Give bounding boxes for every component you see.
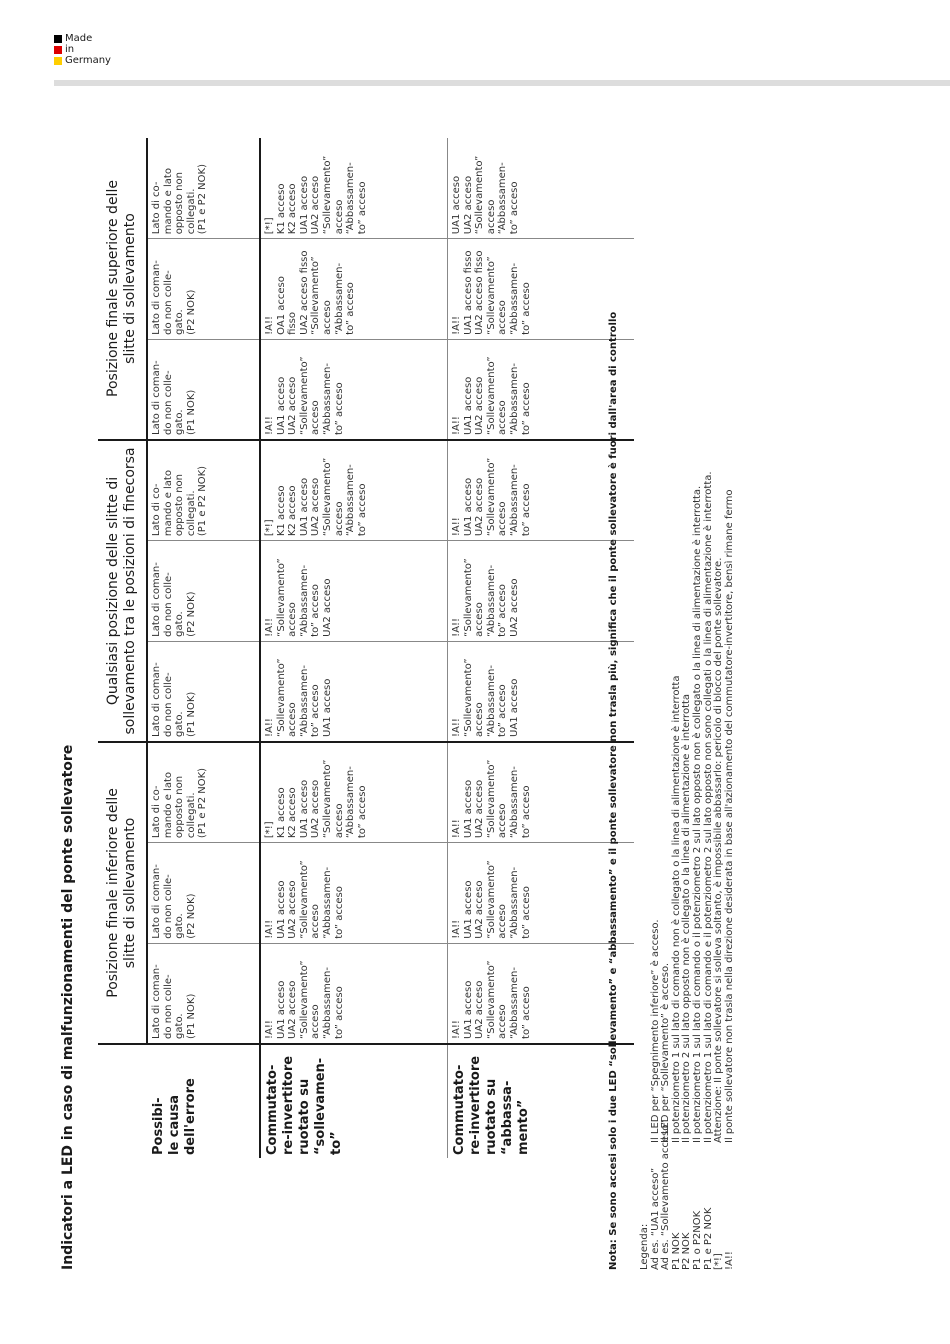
table-cell: Lato di coman- do non colle- gato. (P2 NOK) — [147, 239, 260, 340]
legend-key: Ad es. “UA1 acceso” — [649, 1167, 661, 1270]
legend-item — [693, 471, 704, 1270]
table-cell: Lato di coman- do non colle- gato. (P2 NOK) — [147, 541, 260, 642]
table-cell: !A!! “Sollevamento” acceso “Abbassamen- to” acceso UA2 acceso — [260, 541, 448, 642]
table-cell: [*!] K1 acceso K2 acceso UA1 acceso UA2 acceso “Sollevamento” acceso “Abbassamen- to” acceso — [260, 440, 448, 541]
table-cell: Lato di coman- do non colle- gato. (P1 NOK) — [147, 641, 260, 742]
table-cell: !A!! UA1 acceso UA2 acceso “Sollevamento” acceso “Abbassamen- to” acceso — [260, 943, 448, 1044]
table-cell: UA1 acceso UA2 acceso “Sollevamento” acceso “Abbassamen- to” acceso — [448, 138, 635, 239]
row-header: Commutato- re-invertitore ruotato su “sollevamen- to” — [260, 1044, 448, 1158]
note-text: Nota: Se sono accesi solo i due LED “sollevamento” e “abbassamento” e il ponte sollevatore non trasla più, significa che il ponte sollevatore è fuori dall'area di controllo — [608, 311, 619, 1270]
table-row-raise — [260, 138, 448, 1158]
flag-red-square — [54, 46, 62, 54]
legend-key: [*!] — [713, 1253, 725, 1270]
table-cell: !A!! “Sollevamento” acceso “Abbassamen- to” acceso UA2 acceso — [448, 541, 635, 642]
page-title: Indicatori a LED in caso di malfunzionamenti del ponte sollevatore — [60, 744, 76, 1270]
table-cell: !A!! UA1 acceso UA2 acceso “Sollevamento” acceso “Abbassamen- to” acceso — [260, 339, 448, 440]
table-cell: Lato di co- mando e lato opposto non collegati. (P1 e P2 NOK) — [147, 742, 260, 843]
legend-key: P1 e P2 NOK — [702, 1207, 714, 1270]
group-header-lower-end — [98, 742, 147, 1044]
legend-value: Attenzione: Il ponte sollevatore si solleva soltanto, è impossibile abbassarlo: pericolo di blocco del ponte sollevatore. — [713, 557, 725, 1143]
table-cell: !A!! UA1 acceso UA2 acceso “Sollevamento” acceso “Abbassamen- to” acceso — [448, 339, 635, 440]
legend — [640, 471, 735, 1270]
table-cell: !A!! UA1 acceso UA2 acceso “Sollevamento” acceso “Abbassamen- to” acceso — [448, 943, 635, 1044]
table-group-header-row — [98, 138, 147, 1158]
table-cell: !A!! UA1 acceso UA2 acceso “Sollevamento” acceso “Abbassamen- to” acceso — [260, 843, 448, 944]
group-header-label: Qualsiasi posizione delle slitte di sollevamento tra le posizioni di finecorsa — [105, 447, 138, 735]
legend-key: P1 o P2NOK — [691, 1210, 703, 1270]
table-cell: !A!! UA1 acceso UA2 acceso “Sollevamento” acceso “Abbassamen- to” acceso — [448, 440, 635, 541]
header-rule — [54, 80, 950, 86]
table-cell: Lato di coman- do non colle- gato. (P2 NOK) — [147, 843, 260, 944]
table-cell: Lato di coman- do non colle- gato. (P1 NOK) — [147, 339, 260, 440]
made-in-germany-logo — [54, 33, 111, 66]
table-cell: Lato di coman- do non colle- gato. (P1 NOK) — [147, 943, 260, 1044]
table-cell: !A!! OA1 acceso fisso UA2 acceso fisso “Sollevamento” acceso “Abbassamen- to” acceso — [260, 239, 448, 340]
group-header-label: Posizione finale superiore delle slitte di sollevamento — [105, 180, 138, 397]
table-cell: !A!! “Sollevamento” acceso “Abbassamen- to” acceso UA1 acceso — [260, 641, 448, 742]
table-cell: Lato di co- mando e lato opposto non collegati. (P1 e P2 NOK) — [147, 138, 260, 239]
legend-key: Ad es. “Sollevamento acceso” — [660, 1119, 672, 1270]
rotated-page-content — [60, 130, 890, 1270]
table-corner — [98, 1044, 147, 1158]
legend-value: Il LED per “Sollevamento” è acceso. — [660, 962, 672, 1143]
table-cell: !A!! UA1 acceso UA2 acceso “Sollevamento” acceso “Abbassamen- to” acceso — [448, 742, 635, 843]
legend-value: Il potenziometro 2 sul lato opposto non è collegato o la linea di alimentazione è interrotta — [681, 693, 693, 1143]
legend-key: P1 NOK — [670, 1232, 682, 1270]
legend-value: Il potenziometro 1 sul lato di comando e il potenziometro 2 sul lato opposto non sono collegati o la linea di alimentazione è interrotta. — [702, 471, 714, 1143]
table-cell: !A!! “Sollevamento” acceso “Abbassamen- to” acceso UA1 acceso — [448, 641, 635, 742]
legend-value: Il potenziometro 1 sul lato di comando o il potenziometro 2 sul lato opposto non è collegato o la linea di alimentazione è interrotta. — [691, 485, 703, 1143]
table-cell: [*!] K1 acceso K2 acceso UA1 acceso UA2 acceso “Sollevamento” acceso “Abbassamen- to” acceso — [260, 742, 448, 843]
table-cell: !A!! UA1 acceso fisso UA2 acceso fisso “Sollevamento” acceso “Abbassamen- to” acceso — [448, 239, 635, 340]
legend-value: Il ponte sollevatore non trasla nella direzione desiderata in base all'azionamento del commutatore-invertitore, bensì rimane fermo — [723, 489, 735, 1143]
flag-black-square — [54, 35, 62, 43]
group-header-intermediate — [98, 440, 147, 742]
table-cell: [*!] K1 acceso K2 acceso UA1 acceso UA2 acceso “Sollevamento” acceso “Abbassamen- to” acceso — [260, 138, 448, 239]
group-header-label: Posizione finale inferiore delle slitte di sollevamento — [105, 788, 138, 998]
table-row-error-cause — [147, 138, 260, 1158]
legend-item — [725, 471, 736, 1270]
logo-line-1: Made — [65, 33, 93, 44]
malfunction-table-wrapper — [98, 138, 634, 1158]
logo-line-3: Germany — [65, 55, 111, 66]
table-cell: !A!! UA1 acceso UA2 acceso “Sollevamento” acceso “Abbassamen- to” acceso — [448, 843, 635, 944]
group-header-upper-end — [98, 138, 147, 440]
row-header: Commutato- re-invertitore ruotato su “abbassa- mento” — [452, 1055, 531, 1155]
logo-line-2: in — [65, 44, 75, 55]
legend-key: P2 NOK — [681, 1232, 693, 1270]
table-cell: Lato di co- mando e lato opposto non collegati. (P1 e P2 NOK) — [147, 440, 260, 541]
table-row-lower — [448, 138, 635, 1158]
legend-value: Il potenziometro 1 sul lato di comando non è collegato o la linea di alimentazione è interrotta — [670, 675, 682, 1143]
legend-heading: Legenda: — [639, 1223, 650, 1270]
row-header: Possibi- le causa dell'errore — [147, 1044, 260, 1158]
flag-gold-square — [54, 57, 62, 65]
malfunction-table — [98, 138, 634, 1158]
legend-value: Il LED per “Spegnimento inferiore” è acceso. — [649, 919, 661, 1143]
legend-key: !A!! — [723, 1251, 735, 1270]
